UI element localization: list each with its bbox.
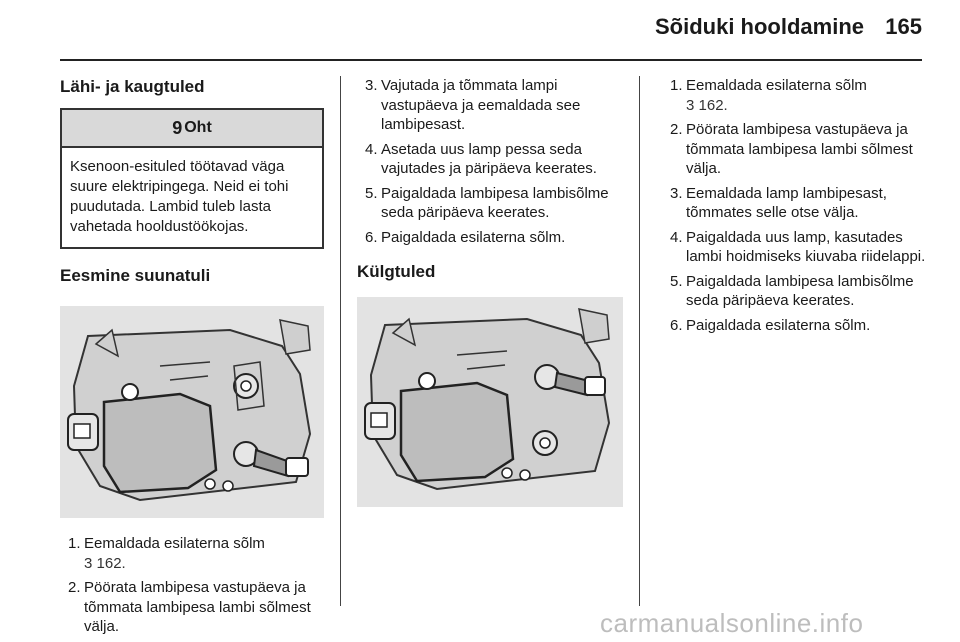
warning-header <box>62 110 322 148</box>
list-item: 4. Paigaldada uus lamp, kasutades lambi hoidmiseks kiuvaba riidelappi. <box>670 228 926 265</box>
column-2 <box>357 76 623 507</box>
warning-triangle-icon: 9 <box>172 117 183 138</box>
list-item: 5. Paigaldada lambipesa lambisõlme seda päripäeva keerates. <box>670 272 914 309</box>
watermark: carmanualsonline.info <box>600 608 864 638</box>
page-header-title: Sõiduki hooldamine <box>654 14 864 39</box>
list-item: 3. Eemaldada lamp lambipesast, tõmmates selle otse välja. <box>670 184 887 221</box>
list-item: 2. Pöörata lambipesa vastupäeva ja tõmmata lambipesa lambi sõlmest välja. <box>68 579 311 635</box>
list-item: 4. Asetada uus lamp pessa seda vajutades ja päripäeva keerates. <box>365 140 597 177</box>
list-item: 1. Eemaldada esilaterna sõlm 3 162. <box>670 77 867 114</box>
steps-list-front-indicator <box>60 534 324 637</box>
section-heading-side-lights: Külgtuled <box>357 262 436 281</box>
page-reference: 3 162. <box>686 96 728 114</box>
column-divider-1 <box>340 76 341 606</box>
steps-list-side-lights <box>662 76 926 335</box>
column-divider-2 <box>639 76 640 606</box>
headlamp-illustration-2 <box>357 297 623 507</box>
list-item: 6. Paigaldada esilaterna sõlm. <box>365 228 566 246</box>
warning-box <box>60 108 324 249</box>
header-divider <box>60 59 922 61</box>
warning-text: Ksenoon-esituled töötavad väga suure elektripingega. Neid ei tohi puudutada. Lambid tuleb lasta vahetada hooldustöökojas. <box>70 158 289 235</box>
list-item: 6. Paigaldada esilaterna sõlm. <box>670 316 871 334</box>
headlamp-drawing-2 <box>357 297 623 507</box>
page-reference: 3 162. <box>84 554 126 572</box>
section-heading-headlights: Lähi- ja kaugtuled <box>60 77 205 96</box>
headlamp-drawing-1 <box>60 306 324 518</box>
list-item: 1. Eemaldada esilaterna sõlm 3 162. <box>68 535 265 572</box>
headlamp-illustration-1 <box>60 306 324 518</box>
page-number: 165 <box>885 14 922 39</box>
list-item: 5. Paigaldada lambipesa lambisõlme seda päripäeva keerates. <box>365 184 609 221</box>
column-1 <box>60 76 324 642</box>
steps-list-continued <box>357 76 623 247</box>
warning-label: Oht <box>184 119 212 136</box>
list-item: 2. Pöörata lambipesa vastupäeva ja tõmmata lambipesa lambi sõlmest välja. <box>670 121 913 177</box>
section-heading-front-indicator: Eesmine suunatuli <box>60 266 211 285</box>
list-item: 3. Vajutada ja tõmmata lampi vastupäeva ja eemaldada see lambipesast. <box>365 77 581 133</box>
column-3 <box>662 76 926 340</box>
